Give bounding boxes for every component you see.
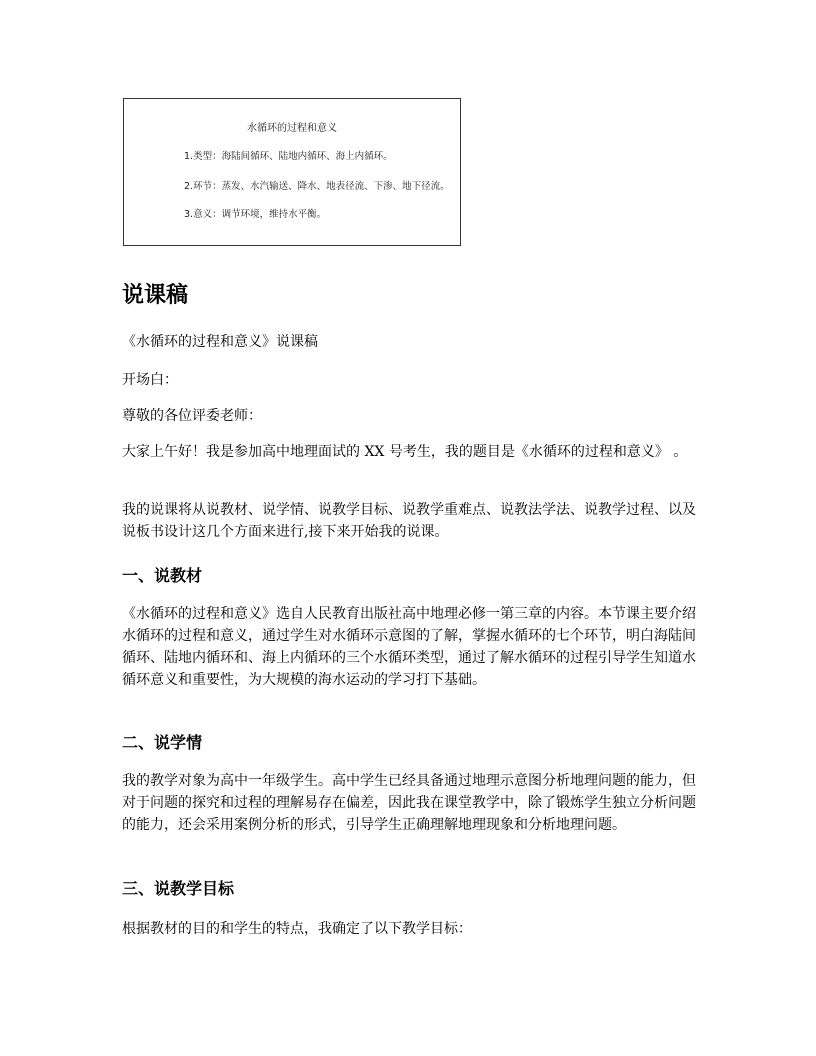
intro-paragraph: 大家上午好！我是参加高中地理面试的 XX 号考生，我的题目是《水循环的过程和意义》 。: [122, 444, 688, 460]
board-line-stages: 2.环节：蒸发、水汽输送、降水、地表径流、下渗、地下径流。: [184, 181, 450, 192]
document-subtitle: 《水循环的过程和意义》说课稿: [122, 334, 318, 350]
section-body-textbook: 《水循环的过程和意义》选自人民教育出版社高中地理必修一第三章的内容。本节课主要介绍水循环的过程和意义，通过学生对水循环示意图的了解，掌握水循环的七个环节，明白海陆间循环、陆地内循环和、海上内循环的三个水循环类型，通过了解水循环的过程引导学生知道水循环意义和重要性，为大规模的海水运动的学习打下基础。: [122, 606, 696, 688]
section-body-objectives: 根据教材的目的和学生的特点，我确定了以下教学目标：: [122, 921, 472, 937]
blackboard-design-figure: [123, 98, 461, 246]
board-line-significance: 3.意义：调节环境，维持水平衡。: [184, 209, 327, 220]
section-heading-objectives: 三、说教学目标: [122, 879, 235, 898]
outline-paragraph: 我的说课将从说教材、说学情、说教学目标、说教学重难点、说教法学法、说教学过程、以及说板书设计这几个方面来进行,接下来开始我的说课。: [122, 502, 696, 540]
greeting: 尊敬的各位评委老师：: [122, 408, 262, 424]
document-title: 说课稿: [122, 283, 189, 308]
board-title: 水循环的过程和意义: [247, 123, 337, 134]
opening-label: 开场白：: [122, 372, 178, 388]
section-body-learners: 我的教学对象为高中一年级学生。高中学生已经具备通过地理示意图分析地理问题的能力，但对于问题的探究和过程的理解易存在偏差，因此我在课堂教学中，除了锻炼学生独立分析问题的能力，还会采用案例分析的形式，引导学生正确理解地理现象和分析地理问题。: [122, 773, 696, 833]
board-line-types: 1.类型：海陆间循环、陆地内循环、海上内循环。: [184, 151, 393, 162]
section-heading-textbook: 一、说教材: [122, 566, 203, 585]
section-heading-learners: 二、说学情: [122, 733, 203, 752]
